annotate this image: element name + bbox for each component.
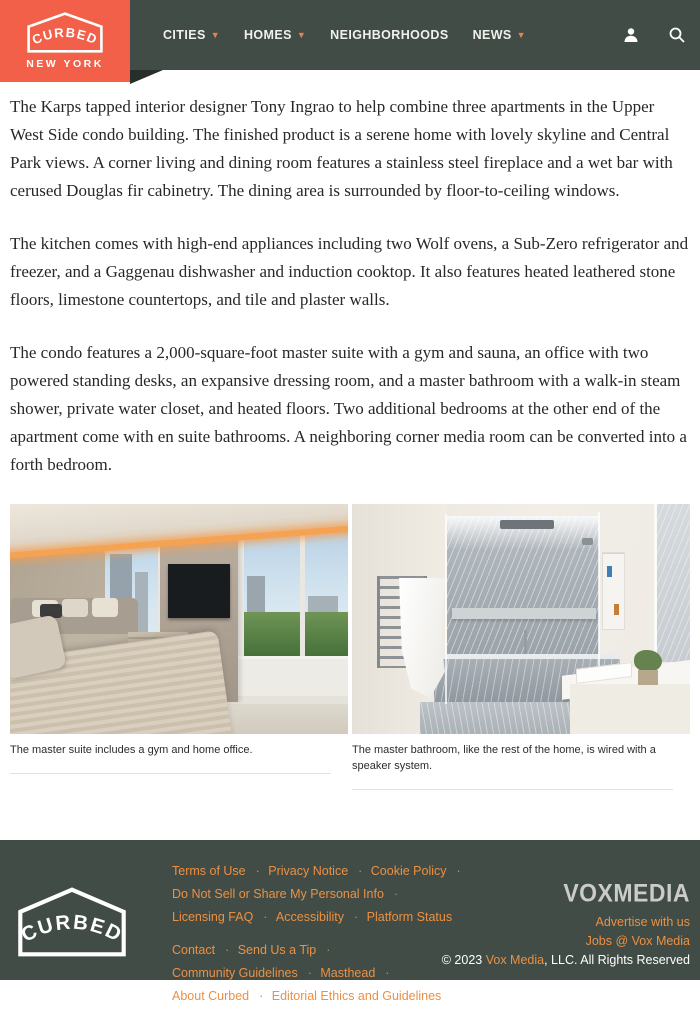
footer-link-vox-media[interactable]: Vox Media bbox=[485, 953, 545, 967]
svg-text:CURBED bbox=[30, 25, 100, 48]
footer-link-privacy-notice[interactable]: Privacy Notice · bbox=[268, 864, 366, 878]
photo-row bbox=[10, 504, 690, 790]
nav-item-news[interactable] bbox=[473, 28, 526, 42]
footer-link-do-not-sell[interactable]: Do Not Sell or Share My Personal Info · bbox=[172, 887, 402, 901]
footer-link-editorial-ethics[interactable]: Editorial Ethics and Guidelines bbox=[271, 989, 442, 1003]
figure-master-suite bbox=[10, 504, 348, 790]
master-bathroom-photo bbox=[352, 504, 690, 734]
main-nav bbox=[163, 0, 526, 70]
copyright-prefix: © 2023 bbox=[441, 953, 486, 967]
rain-shower-head bbox=[500, 520, 554, 529]
search-icon[interactable] bbox=[668, 26, 686, 44]
footer-link-cookie-policy[interactable]: Cookie Policy · bbox=[371, 864, 465, 878]
photo-caption: The master suite includes a gym and home office. bbox=[10, 744, 253, 756]
chevron-down-icon: ▼ bbox=[296, 29, 307, 40]
vanity-mirror bbox=[654, 504, 690, 662]
copyright-suffix: , LLC. All Rights Reserved bbox=[544, 953, 690, 967]
photo-caption: The master bathroom, like the rest of the home, is wired with a speaker system. bbox=[352, 744, 656, 772]
nav-label: NEIGHBORHOODS bbox=[330, 28, 449, 42]
nav-label: NEWS bbox=[472, 28, 512, 42]
nav-label: HOMES bbox=[244, 28, 292, 42]
chevron-down-icon: ▼ bbox=[516, 29, 526, 40]
curbed-house-icon bbox=[26, 11, 104, 54]
curbed-footer-logo[interactable] bbox=[15, 886, 129, 963]
user-icon[interactable] bbox=[622, 26, 640, 44]
footer-link-accessibility[interactable]: Accessibility · bbox=[276, 910, 362, 924]
footer-link-platform-status[interactable]: Platform Status bbox=[366, 910, 453, 924]
chevron-down-icon: ▼ bbox=[210, 29, 220, 40]
article-paragraph: The condo features a 2,000-square-foot master suite with a gym and sauna, an office with two powered standing desks, an expansive dressing room, and a master bathroom with a walk-in steam shower, private water closet, and heated floors. Two additional bedrooms at the other end of the apartment come with en suite bathrooms. A neighboring corner media room can be converted into a forth bedroom. bbox=[10, 343, 687, 474]
company-links bbox=[172, 939, 477, 1008]
curbed-house-icon bbox=[15, 886, 129, 958]
footer-link-licensing-faq[interactable]: Licensing FAQ · bbox=[172, 910, 271, 924]
caption-divider bbox=[352, 789, 673, 790]
voxmedia-logo[interactable]: VOXMEDIA bbox=[563, 878, 690, 907]
caption-divider bbox=[10, 773, 331, 774]
nav-item-cities[interactable] bbox=[163, 28, 220, 42]
footer-link-send-us-a-tip[interactable]: Send Us a Tip · bbox=[238, 943, 335, 957]
wall-tv bbox=[168, 564, 230, 618]
footer-link-about-curbed[interactable]: About Curbed · bbox=[172, 989, 267, 1003]
footer-link-jobs[interactable]: Jobs @ Vox Media bbox=[585, 934, 690, 948]
footer-link-contact[interactable]: Contact · bbox=[172, 943, 233, 957]
svg-text:CURBED bbox=[18, 912, 126, 947]
footer-link-community-guidelines[interactable]: Community Guidelines · bbox=[172, 966, 316, 980]
figure-master-bathroom bbox=[352, 504, 690, 790]
site-header bbox=[0, 0, 700, 70]
header-actions bbox=[622, 0, 686, 70]
copyright-notice bbox=[442, 953, 690, 967]
logo-wordmark: CURBED bbox=[17, 911, 127, 947]
plant bbox=[634, 650, 662, 672]
site-footer bbox=[0, 840, 700, 1003]
article-paragraph: The Karps tapped interior designer Tony Ingrao to help combine three apartments in the Upper West Side condo building. The finished product is a serene home with lovely skyline and Central Park views. A corner living and dining room features a stainless steel fireplace and a wet bar with cerused Douglas fir cabinetry. The dining area is surrounded by floor-to-ceiling windows. bbox=[10, 97, 673, 200]
logo-region-label: NEW YORK bbox=[26, 58, 104, 70]
footer-link-lists bbox=[172, 860, 477, 1018]
legal-links bbox=[172, 860, 477, 929]
article-body bbox=[0, 70, 700, 840]
footer-link-terms-of-use[interactable]: Terms of Use · bbox=[172, 864, 264, 878]
nav-label: CITIES bbox=[163, 28, 206, 42]
master-suite-photo bbox=[10, 504, 348, 734]
nav-item-homes[interactable] bbox=[244, 28, 306, 42]
curbed-ny-logo[interactable] bbox=[0, 0, 130, 82]
logo-wordmark: CURBED bbox=[29, 24, 101, 48]
nav-item-neighborhoods[interactable] bbox=[330, 28, 448, 42]
voxmedia-block bbox=[442, 880, 690, 967]
footer-link-masthead[interactable]: Masthead · bbox=[320, 966, 393, 980]
article-paragraph: The kitchen comes with high-end appliances including two Wolf ovens, a Sub-Zero refrigerator and freezer, and a Gaggenau dishwasher and induction cooktop. It also features heated leathered stone floors, limestone countertops, and tile and plaster walls. bbox=[10, 234, 689, 309]
footer-link-advertise[interactable]: Advertise with us bbox=[595, 915, 690, 929]
